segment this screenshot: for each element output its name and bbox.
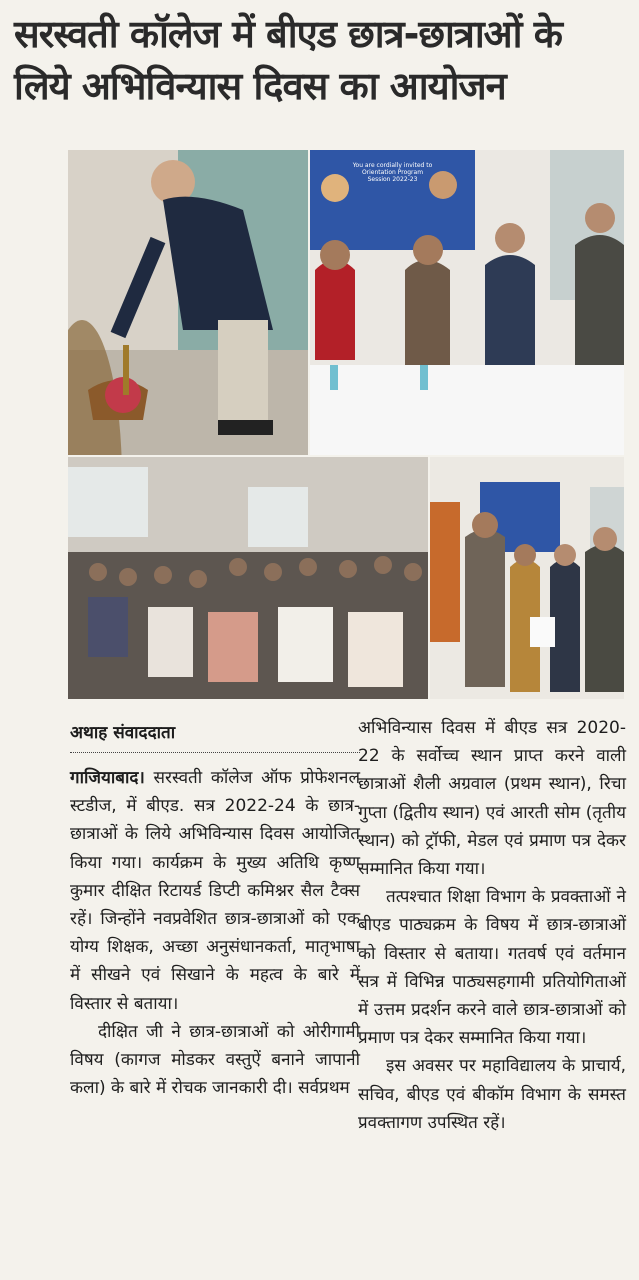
paragraph-text: सरस्वती कॉलेज ऑफ प्रोफेशनल स्टडीज, में बीएड. सत्र 2022-24 के छात्र-छात्राओं के लिये अभिविन्यास दिवस आयोजित किया गया। कार्यक्रम के मुख्य अतिथि कृष्ण कुमार दीक्षित रिटायर्ड डिप्टी कमिश्नर सैल टैक्स रहें। जिन्होंने नवप्रवेशित छात्र-छात्राओं को एक योग्य शिक्षक, अच्छा अनुसंधानकर्ता, मातृभाषा में सीखने एवं सिखाने के महत्व के बारे में विस्तार से बताया।	[70, 768, 360, 1014]
banner-invite-text: You are cordially invited to Orientation Program Session 2022-23	[352, 162, 433, 183]
paragraph: इस अवसर पर महाविद्यालय के प्राचार्य, सचिव, बीएड एवं बीकॉम विभाग के समस्त प्रवक्तागण उपस्थित रहें।	[358, 1056, 626, 1133]
paragraph: तत्पश्चात शिक्षा विभाग के प्रवक्ताओं ने बीएड पाठ्यक्रम के विषय में छात्र-छात्राओं को विस्तार से बताया। गतवर्ष एवं वर्तमान सत्र में विभिन्न पाठ्यसहगामी प्रतियोगिताओं में उत्तम प्रदर्शन करने वाले छात्र-छात्राओं को प्रमाण पत्र देकर सम्मानित किया गया।	[358, 887, 626, 1049]
paragraph	[70, 764, 360, 1018]
article-column-2	[358, 714, 626, 1137]
byline: अथाह संवाददाता	[70, 720, 360, 753]
dateline-city: गाजियाबाद।	[70, 768, 145, 788]
photo-award-ceremony	[430, 457, 624, 699]
photo-stage-dignitaries	[310, 150, 624, 455]
article-column-1	[70, 764, 360, 1102]
paragraph: अभिविन्यास दिवस में बीएड सत्र 2020-22 के सर्वोच्च स्थान प्राप्त करने वाली छात्राओं शैली अग्रवाल (प्रथम स्थान), रिचा गुप्ता (द्वितीय स्थान) एवं आरती सोम (तृतीय स्थान) को ट्रॉफी, मेडल एवं प्रमाण पत्र देकर सम्मानित किया गया।	[358, 718, 626, 880]
headline: सरस्वती कॉलेज में बीएड छात्र-छात्राओं के लिये अभिविन्यास दिवस का आयोजन	[14, 12, 562, 108]
photo-lamp-lighting	[68, 150, 308, 455]
paragraph: दीक्षित जी ने छात्र-छात्राओं को ओरीगामी विषय (कागज मोडकर वस्तुऐं बनाने जापानी कला) के बारे में रोचक जानकारी दी। सर्वप्रथम	[70, 1021, 360, 1099]
photo-audience	[68, 457, 428, 699]
